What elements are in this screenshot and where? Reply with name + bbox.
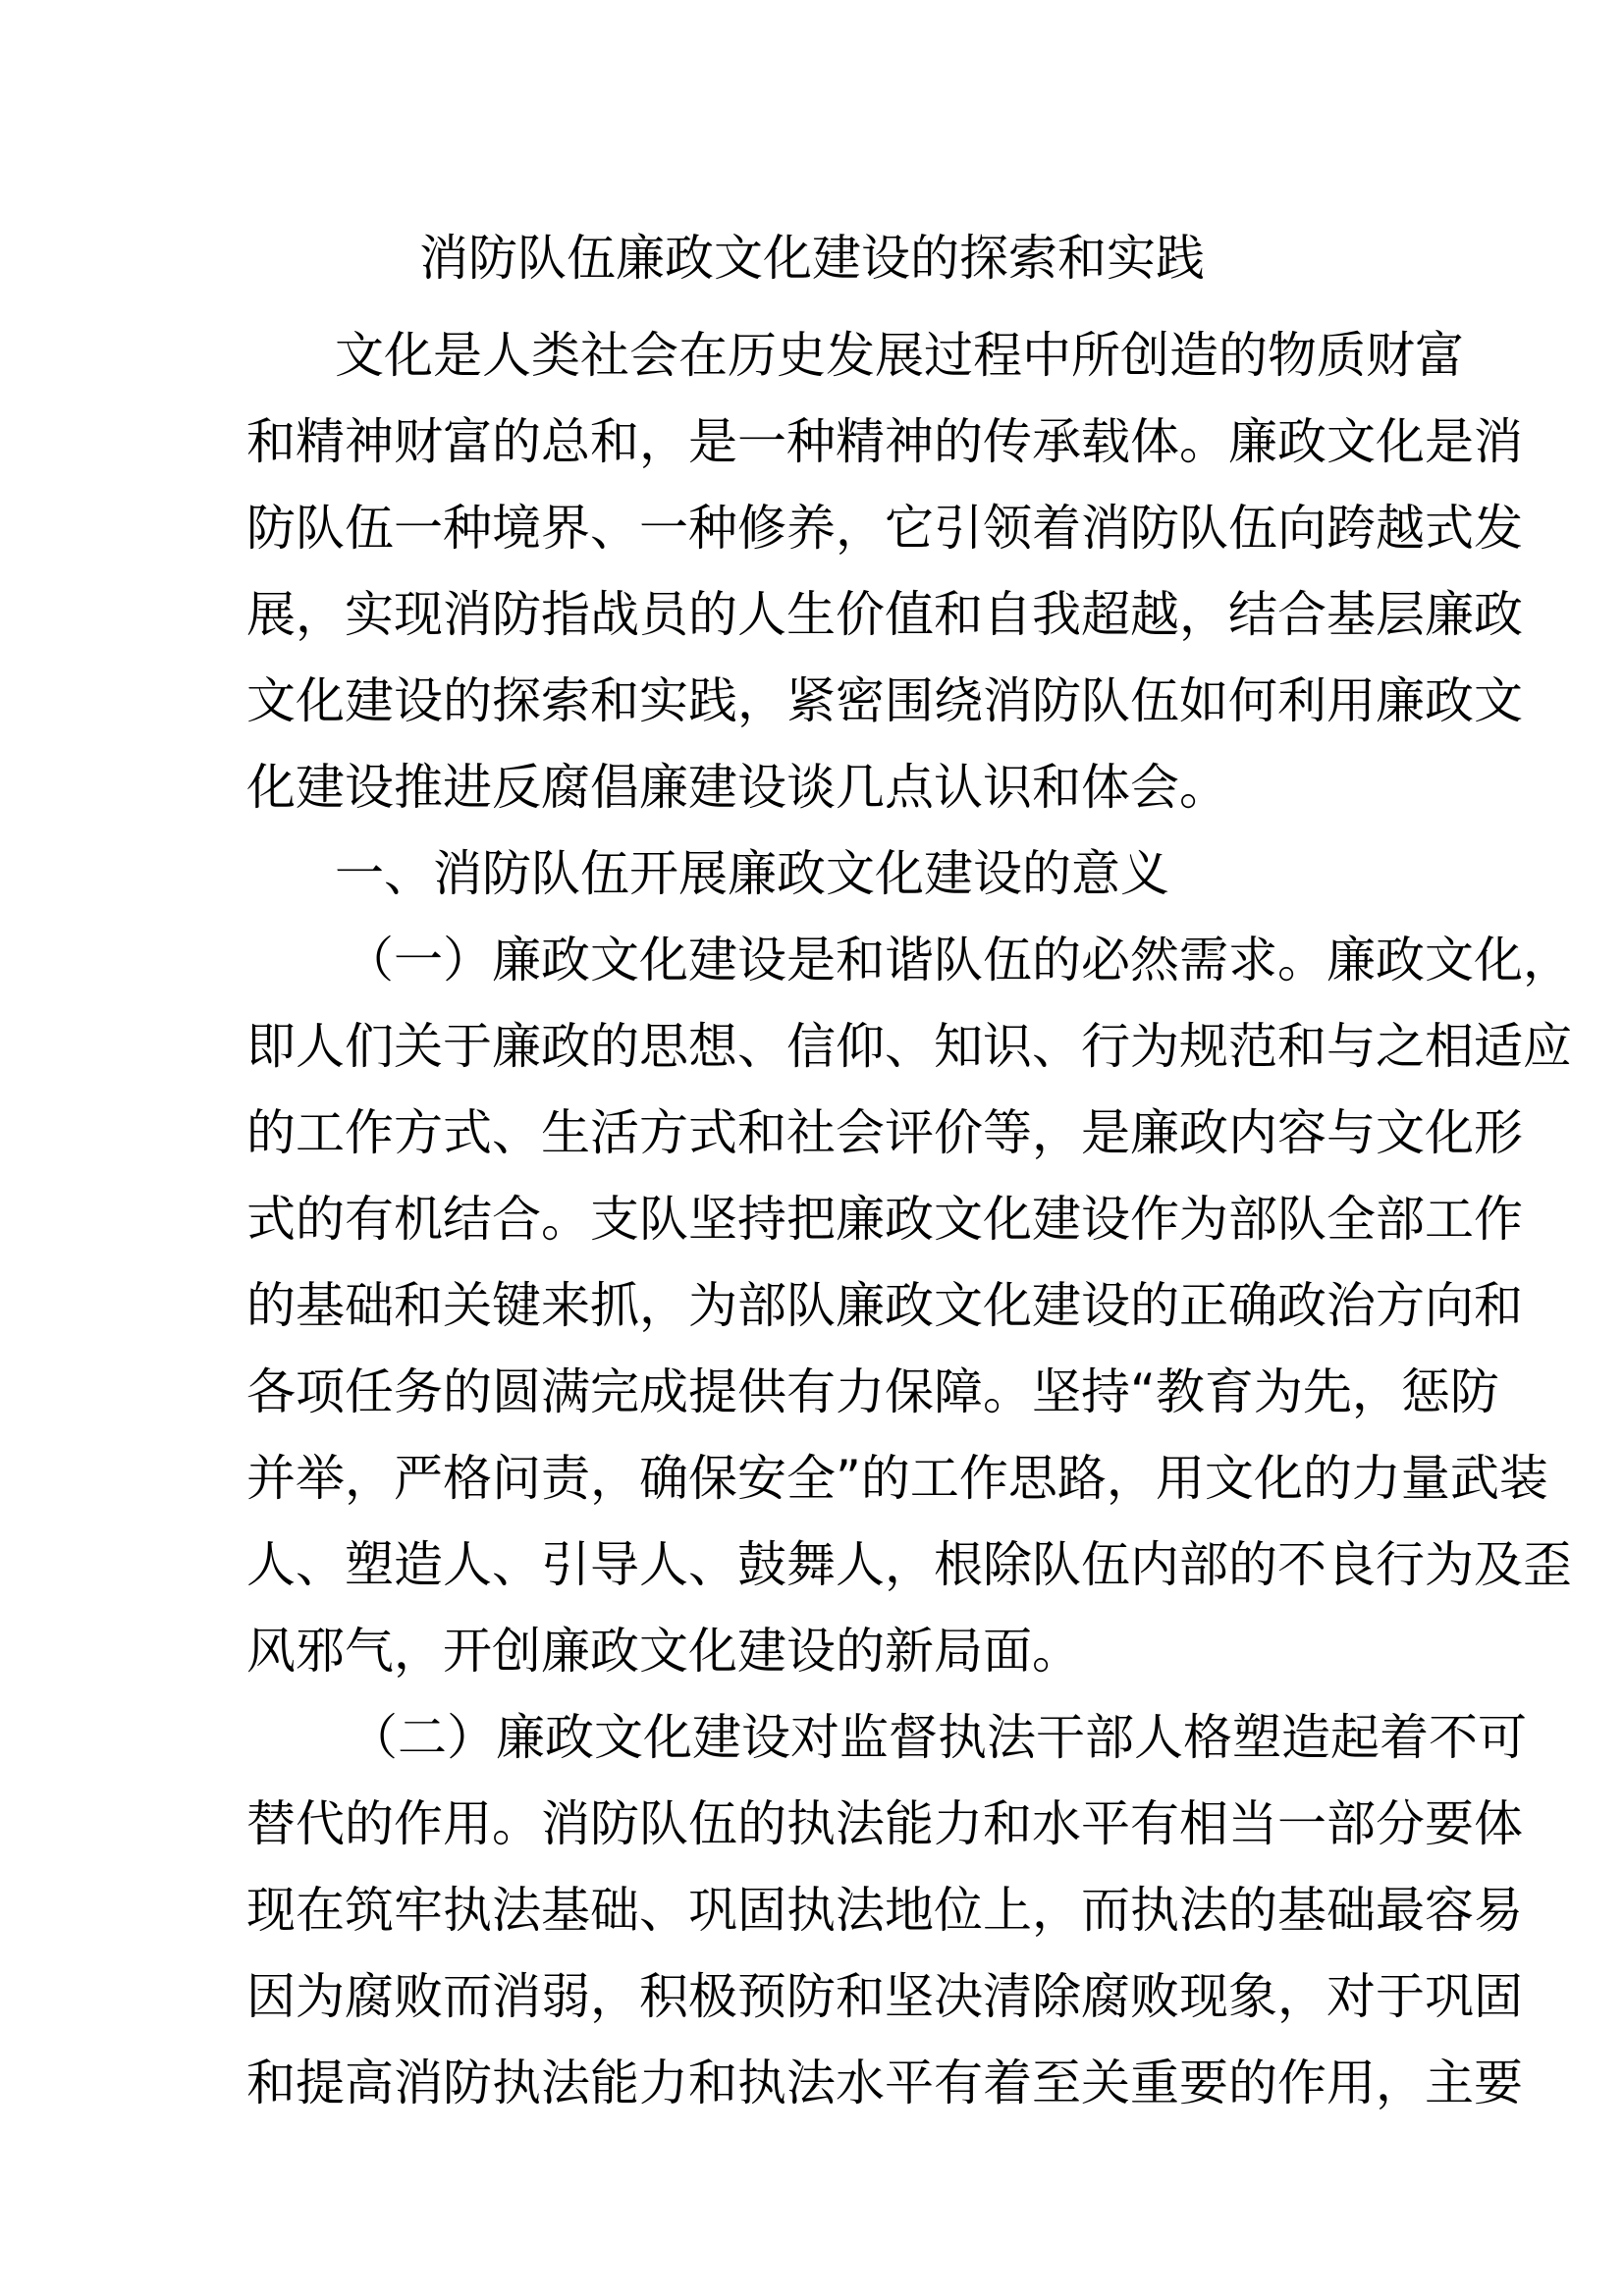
paragraph-line: 人、塑造人、引导人、鼓舞人，根除队伍内部的不良行为及歪: [246, 1536, 1572, 1593]
paragraph-line: 风邪气，开创廉政文化建设的新局面。: [246, 1623, 1081, 1680]
paragraph-line: 并举，严格问责，确保安全”的工作思路，用文化的力量武装: [246, 1450, 1548, 1507]
paragraph-line: 展，实现消防指战员的人生价值和自我超越，结合基层廉政: [246, 586, 1523, 643]
paragraph-line: 和提高消防执法能力和执法水平有着至关重要的作用，主要: [246, 2055, 1523, 2111]
paragraph-line: 因为腐败而消弱，积极预防和坚决清除腐败现象，对于巩固: [246, 1968, 1523, 2025]
paragraph-line: 的工作方式、生活方式和社会评价等，是廉政内容与文化形: [246, 1104, 1523, 1161]
paragraph-line: 各项任务的圆满完成提供有力保障。坚持“教育为先，惩防: [246, 1363, 1499, 1420]
paragraph-line: 和精神财富的总和，是一种精神的传承载体。廉政文化是消: [246, 413, 1523, 470]
paragraph-line: 替代的作用。消防队伍的执法能力和水平有相当一部分要体: [246, 1795, 1523, 1852]
paragraph-line: 文化建设的探索和实践，紧密围绕消防队伍如何利用廉政文: [246, 672, 1523, 729]
section-heading: 一、消防队伍开展廉政文化建设的意义: [335, 845, 1169, 902]
paragraph-line: 防队伍一种境界、一种修养，它引领着消防队伍向跨越式发: [246, 500, 1523, 557]
paragraph-line: （一）廉政文化建设是和谐队伍的必然需求。廉政文化，: [345, 932, 1572, 988]
paragraph-line: 文化是人类社会在历史发展过程中所创造的物质财富: [335, 327, 1464, 384]
paragraph-line: 式的有机结合。支队坚持把廉政文化建设作为部队全部工作: [246, 1191, 1523, 1248]
paragraph-line: 的基础和关键来抓，为部队廉政文化建设的正确政治方向和: [246, 1277, 1523, 1334]
paragraph-line: 现在筑牢执法基础、巩固执法地位上，而执法的基础最容易: [246, 1882, 1523, 1939]
document-title: 消防队伍廉政文化建设的探索和实践: [419, 230, 1205, 287]
paragraph-line: 化建设推进反腐倡廉建设谈几点认识和体会。: [246, 759, 1228, 816]
paragraph-line: 即人们关于廉政的思想、信仰、知识、行为规范和与之相适应: [246, 1018, 1572, 1075]
document-body: [246, 312, 1572, 2126]
paragraph-line: （二）廉政文化建设对监督执法干部人格塑造起着不可: [349, 1709, 1527, 1766]
